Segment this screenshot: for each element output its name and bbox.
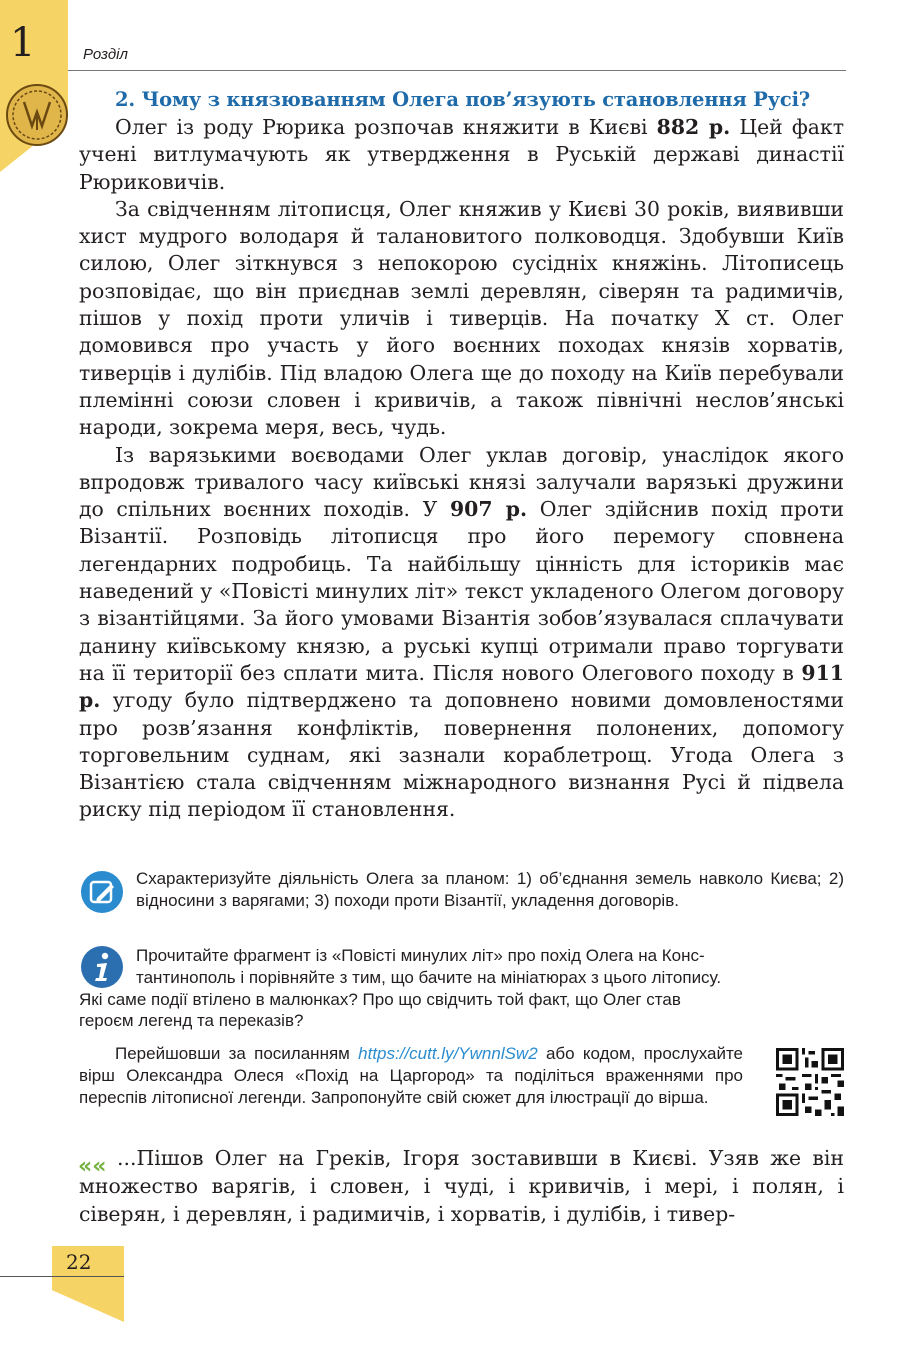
question-heading: 2. Чому з князюванням Олега пов’язують становлення Русі? bbox=[115, 88, 810, 111]
coin-icon bbox=[4, 82, 70, 148]
paragraph-3: Із варязькими воєводами Олег уклав договір, унаслідок якого впродовж тривалого часу київські князі залучали варязькі дружини до спільних воєнних походів. У 907 р. Олег здійснив похід проти Візантії. Розповідь літописця про його перемогу сповнена легендарних подробиць. Та найбільшу цінність для істориків має наведений у «Повісті минулих літ» текст укладеного Олегом договору з візантійцями. За його умовами Візантія зобов’язувалася сплачувати данину київському князю, а руські купці отримали право торгувати на її території без сплати мита. Після нового Олегового походу в 911 р. угоду було підтверджено та доповнено новими домовленостями про розв’язання конфліктів, повернення полонених, допомогу торговельним суднам, які зазнали кораблетрощ. Угода Олега з Візантією стала свідченням міжнародного визнання Русі й підвела риску під періодом її становлення. bbox=[79, 442, 844, 822]
qr-code[interactable] bbox=[776, 1048, 844, 1116]
poem-link[interactable]: https://cutt.ly/YwnnlSw2 bbox=[358, 1044, 538, 1063]
chapter-number: 1 bbox=[10, 20, 36, 66]
task-listen-poem: Перейшовши за посиланням https://cutt.ly/YwnnlSw2 або кодом, прослухайте вірш Олександра Олеся «Похід на Царгород» та поділіться враженнями про переспів літописної легенди. Запропонуйте свій сюжет для ілюстрації до вірша. bbox=[79, 1044, 743, 1107]
chapter-label: Розділ bbox=[83, 46, 128, 63]
task-characterize: Схарактеризуйте діяльність Олега за планом: 1) об’єднання земель навколо Києва; 2) відносини з варягами; 3) походи проти Візантії, укладення договорів. bbox=[136, 869, 844, 910]
quote-mark-icon: «« bbox=[78, 1154, 107, 1179]
task-read-fragment: Прочитайте фрагмент із «Повісті минулих літ» про похід Олега на Конс- тантинополь і порівняйте з тим, що бачите на мініатюрах з цього літопису. Які саме події втілено в малюнках? Про що свідчить той факт, що Олег став героєм легенд та переказів? bbox=[79, 946, 722, 1031]
page-number: 22 bbox=[66, 1250, 92, 1274]
main-text bbox=[79, 114, 844, 824]
header-rule bbox=[68, 70, 846, 71]
page-rule bbox=[0, 1276, 124, 1277]
pencil-icon bbox=[80, 870, 124, 914]
paragraph-2: За свідченням літописця, Олег княжив у Києві 30 років, виявивши хист мудрого володаря й талановитого полководця. Здобувши Київ силою, Олег зіткнувся з непокорою сусідніх княжінь. Літописець розповідає, що він приєднав землі деревлян, сіверян та радимичів, пішов у похід проти уличів і тиверців. На початку X ст. Олег домовився про участь у його воєнних походах князів хорватів, тиверців і дулібів. Під владою Олега ще до походу на Київ перебували племінні союзи словен і кривичів, а також північні неслов’янські народи, зокрема меря, весь, чудь. bbox=[79, 196, 844, 440]
chronicle-quote: ...Пішов Олег на Греків, Ігоря зоставивши в Києві. Узяв же він множество варягів, і словен, і чуді, і кривичів, і мері, і полян, і сіверян, і деревлян, і радимичів, і хорватів, і дулібів, і тивер- bbox=[79, 1146, 844, 1226]
paragraph-1: Олег із роду Рюрика розпочав княжити в Києві 882 р. Цей факт учені витлумачують як утвердження в Руській державі династії Рюриковичів. bbox=[79, 115, 844, 194]
